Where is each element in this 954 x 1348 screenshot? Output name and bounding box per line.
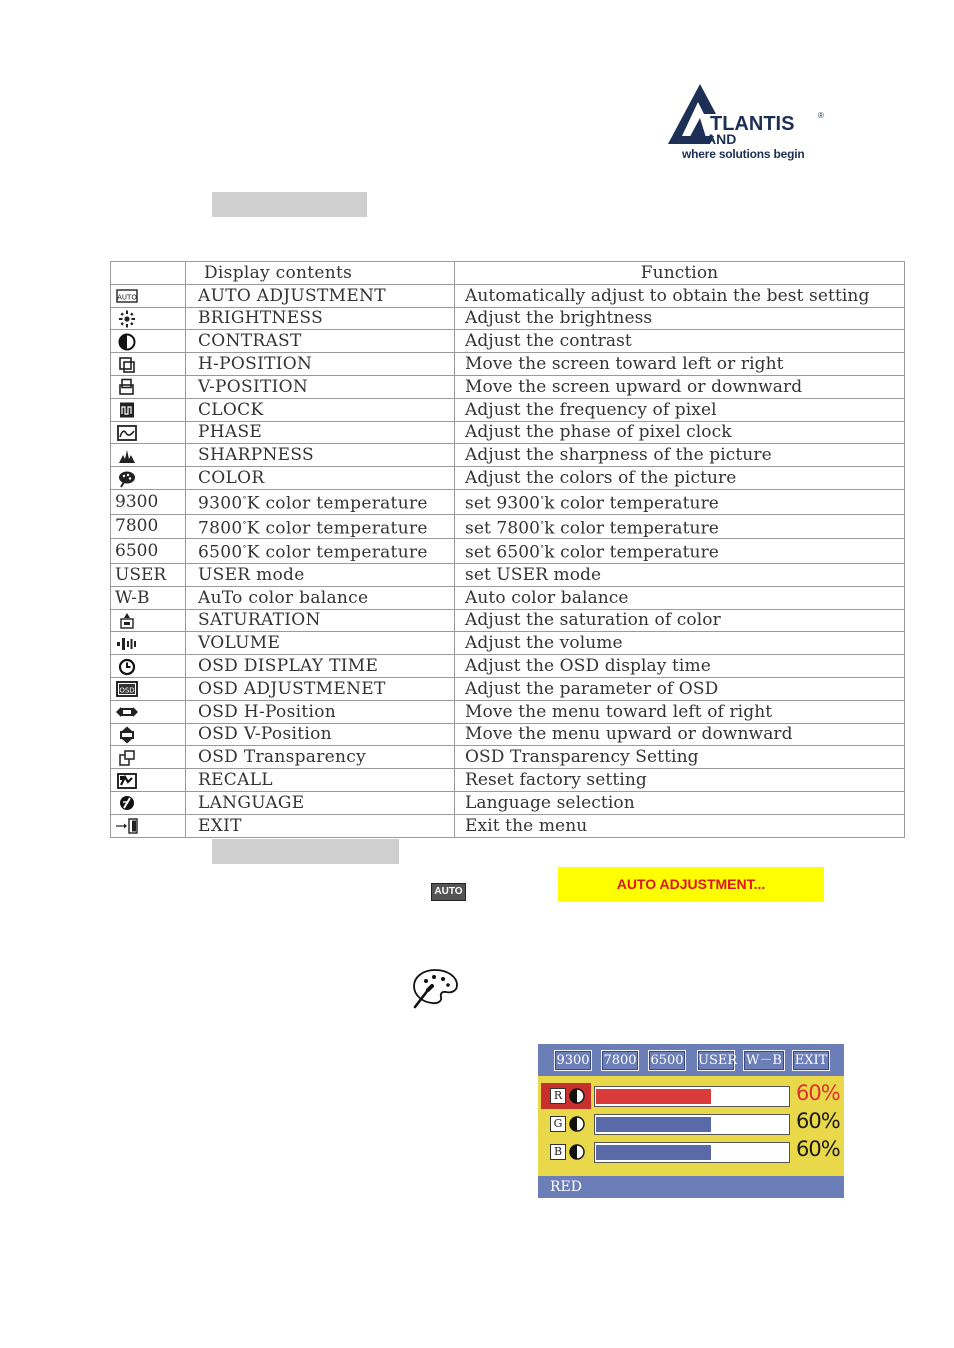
v-position-icon [115, 378, 139, 396]
color-temp-7800-label: 7800 [111, 514, 186, 539]
table-row [111, 330, 905, 353]
function-cell: set USER mode [455, 563, 905, 586]
display-cell: 7800°K color temperature [186, 514, 455, 539]
channel-letter: B [550, 1144, 566, 1160]
sharpness-icon [115, 447, 139, 465]
svg-text:OSD: OSD [119, 686, 135, 695]
table-row [111, 814, 905, 837]
function-cell: Adjust the saturation of color [455, 609, 905, 632]
color-osd-menu [538, 1044, 844, 1198]
contrast-icon [115, 333, 139, 351]
svg-text:TLANTIS: TLANTIS [710, 113, 795, 135]
brightness-icon [115, 310, 139, 328]
recall-icon [115, 772, 139, 790]
osd-color-row-red[interactable] [538, 1083, 844, 1109]
svg-text:AND: AND [706, 131, 737, 147]
saturation-icon [115, 612, 139, 630]
osd-color-row-blue[interactable] [538, 1139, 844, 1165]
display-cell: V-POSITION [186, 375, 455, 398]
white-balance-label: W-B [111, 586, 186, 609]
channel-letter: G [550, 1116, 566, 1132]
display-cell: EXIT [186, 814, 455, 837]
slider-fill [596, 1117, 711, 1132]
osd-function-table [110, 261, 905, 838]
exit-icon [115, 817, 139, 835]
slider-track[interactable] [594, 1086, 790, 1107]
table-row [111, 586, 905, 609]
display-cell: SHARPNESS [186, 444, 455, 467]
table-row [111, 563, 905, 586]
logo-tagline: where solutions begin [682, 147, 805, 161]
table-row [111, 655, 905, 678]
table-row [111, 353, 905, 376]
display-cell: AuTo color balance [186, 586, 455, 609]
slider-value: 60% [796, 1081, 840, 1105]
function-cell: Adjust the frequency of pixel [455, 398, 905, 421]
display-cell: CONTRAST [186, 330, 455, 353]
contrast-icon [569, 1088, 585, 1104]
display-cell: LANGUAGE [186, 791, 455, 814]
svg-text:AUTO: AUTO [117, 293, 137, 302]
osd-v-position-icon [115, 726, 139, 744]
display-cell: BRIGHTNESS [186, 307, 455, 330]
function-cell: set 6500°k color temperature [455, 539, 905, 564]
osd-status-bar: RED [538, 1176, 844, 1198]
table-row [111, 489, 905, 514]
osd-tab-bar [538, 1044, 844, 1076]
slider-value: 60% [796, 1137, 840, 1161]
slider-fill [596, 1145, 711, 1160]
table-row [111, 677, 905, 700]
table-row [111, 746, 905, 769]
header-function: Function [455, 262, 905, 285]
display-cell: 6500°K color temperature [186, 539, 455, 564]
auto-adjustment-banner: AUTO ADJUSTMENT... [558, 867, 824, 902]
table-row [111, 514, 905, 539]
color-temp-6500-label: 6500 [111, 539, 186, 564]
section-heading-bar-1 [212, 192, 367, 217]
function-cell: Move the screen toward left or right [455, 353, 905, 376]
display-cell: VOLUME [186, 632, 455, 655]
table-row [111, 769, 905, 792]
h-position-icon [115, 356, 139, 374]
function-cell: Auto color balance [455, 586, 905, 609]
section-heading-bar-2 [212, 839, 399, 864]
slider-track[interactable] [594, 1114, 790, 1135]
transparency-icon [115, 749, 139, 767]
display-cell: USER mode [186, 563, 455, 586]
display-cell: CLOCK [186, 398, 455, 421]
table-row [111, 539, 905, 564]
table-row [111, 421, 905, 444]
function-cell: set 7800°k color temperature [455, 514, 905, 539]
display-cell: OSD V-Position [186, 723, 455, 746]
function-cell: Adjust the phase of pixel clock [455, 421, 905, 444]
osd-icon [115, 680, 139, 698]
display-cell: OSD DISPLAY TIME [186, 655, 455, 678]
function-cell: Reset factory setting [455, 769, 905, 792]
display-cell: PHASE [186, 421, 455, 444]
table-row [111, 467, 905, 490]
display-cell: OSD ADJUSTMENET [186, 677, 455, 700]
table-row [111, 700, 905, 723]
osd-tab-9300[interactable]: 9300 [554, 1050, 592, 1071]
osd-tab-wb[interactable]: W－B [743, 1050, 785, 1071]
function-cell: Move the screen upward or downward [455, 375, 905, 398]
osd-color-row-green[interactable] [538, 1111, 844, 1137]
display-cell: OSD H-Position [186, 700, 455, 723]
slider-fill [596, 1089, 711, 1104]
color-palette-icon [115, 470, 139, 488]
slider-track[interactable] [594, 1142, 790, 1163]
function-cell: Adjust the sharpness of the picture [455, 444, 905, 467]
display-cell: AUTO ADJUSTMENT [186, 284, 455, 307]
table-header-row [111, 262, 905, 285]
function-cell: Automatically adjust to obtain the best setting [455, 284, 905, 307]
auto-button-icon: AUTO [431, 883, 466, 901]
osd-tab-user[interactable]: USER [697, 1050, 735, 1071]
display-cell: OSD Transparency [186, 746, 455, 769]
function-cell: Adjust the volume [455, 632, 905, 655]
user-mode-label: USER [111, 563, 186, 586]
language-icon [115, 794, 139, 812]
slider-value: 60% [796, 1109, 840, 1133]
color-palette-icon [410, 966, 460, 1010]
function-cell: OSD Transparency Setting [455, 746, 905, 769]
display-cell: 9300°K color temperature [186, 489, 455, 514]
osd-tab-7800[interactable]: 7800 [601, 1050, 639, 1071]
function-cell: Adjust the parameter of OSD [455, 677, 905, 700]
table-row [111, 444, 905, 467]
function-cell: Adjust the contrast [455, 330, 905, 353]
auto-icon [115, 287, 139, 305]
color-temp-9300-label: 9300 [111, 489, 186, 514]
display-cell: COLOR [186, 467, 455, 490]
header-display-contents: Display contents [186, 262, 455, 285]
function-cell: Exit the menu [455, 814, 905, 837]
function-cell: Move the menu upward or downward [455, 723, 905, 746]
table-row [111, 284, 905, 307]
function-cell: Move the menu toward left of right [455, 700, 905, 723]
osd-tab-exit[interactable]: EXIT [792, 1050, 830, 1071]
timer-icon [115, 658, 139, 676]
table-row [111, 723, 905, 746]
table-row [111, 375, 905, 398]
display-cell: SATURATION [186, 609, 455, 632]
volume-icon [115, 635, 139, 653]
channel-letter: R [550, 1088, 566, 1104]
osd-h-position-icon [115, 703, 139, 721]
function-cell: Adjust the OSD display time [455, 655, 905, 678]
table-row [111, 398, 905, 421]
function-cell: Adjust the brightness [455, 307, 905, 330]
clock-icon [115, 401, 139, 419]
osd-tab-6500[interactable]: 6500 [648, 1050, 686, 1071]
contrast-icon [569, 1116, 585, 1132]
function-cell: set 9300°k color temperature [455, 489, 905, 514]
table-row [111, 609, 905, 632]
table-row [111, 632, 905, 655]
contrast-icon [569, 1144, 585, 1160]
table-row [111, 791, 905, 814]
display-cell: H-POSITION [186, 353, 455, 376]
phase-icon [115, 424, 139, 442]
function-cell: Language selection [455, 791, 905, 814]
svg-text:®: ® [818, 111, 824, 120]
table-row [111, 307, 905, 330]
function-cell: Adjust the colors of the picture [455, 467, 905, 490]
display-cell: RECALL [186, 769, 455, 792]
